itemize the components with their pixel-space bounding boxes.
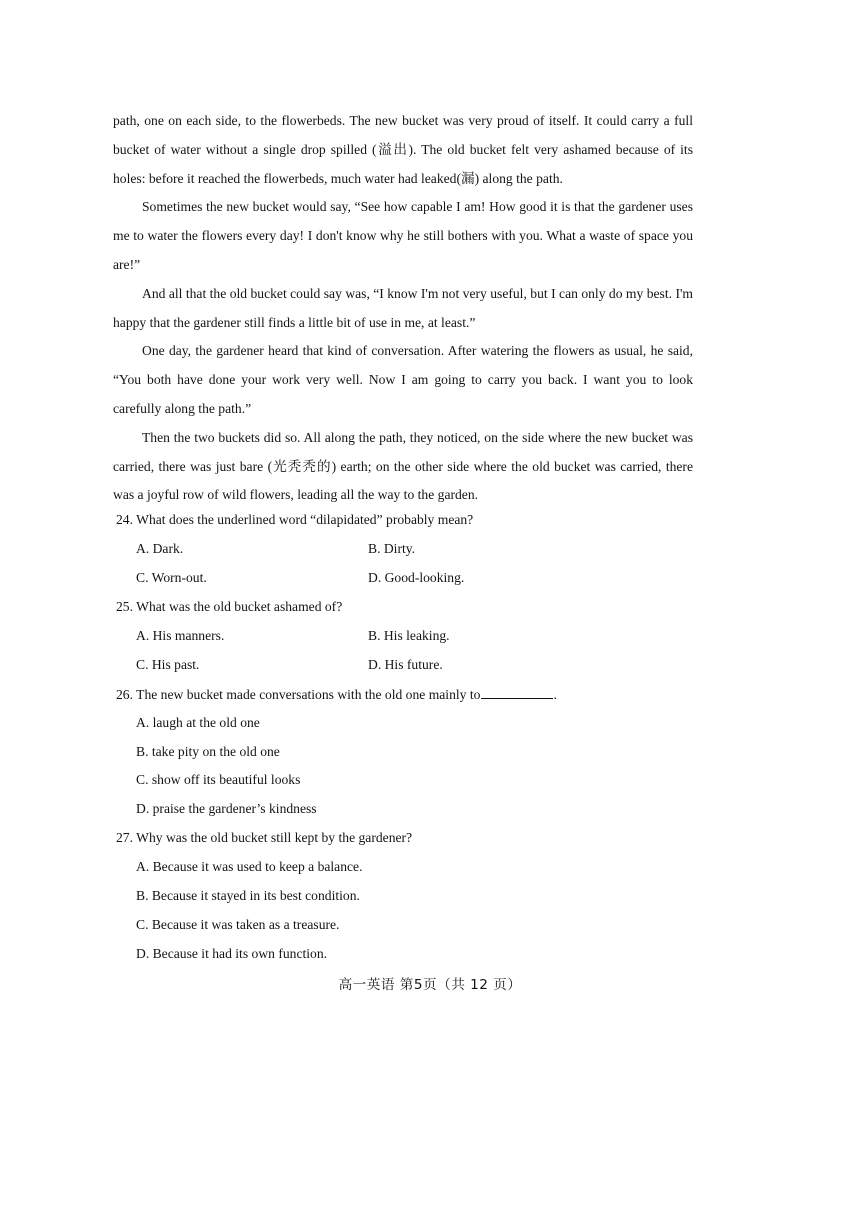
question-24-stem: 24. What does the underlined word “dilapidated” probably mean? [116, 512, 474, 527]
question-24-option-c: C. Worn-out. [136, 570, 207, 585]
question-27-option-a: A. Because it was used to keep a balance. [136, 859, 363, 874]
passage-paragraph: And all that the old bucket could say was, “I know I'm not very useful, but I can only do my best. I'm happy that the gardener still finds a little bit of use in me, at least.” [113, 285, 693, 330]
question-27-option-d: D. Because it had its own function. [136, 946, 328, 961]
question-25-option-d: D. His future. [368, 657, 443, 672]
question-25-option-c: C. His past. [136, 657, 200, 672]
blank-period: . [553, 687, 557, 702]
question-25-option-b: B. His leaking. [368, 628, 450, 643]
question-26-option-c: C. show off its beautiful looks [136, 772, 301, 787]
reading-passage [113, 107, 693, 510]
question-24-option-b: B. Dirty. [368, 541, 416, 556]
passage-paragraph: Sometimes the new bucket would say, “See how capable I am! How good it is that the gardener uses me to water the flowers every day! I don't know why he still bothers with you. What a waste of space you are!” [113, 199, 693, 272]
question-27-option-c: C. Because it was taken as a treasure. [136, 917, 340, 932]
passage-paragraph: Then the two buckets did so. All along the path, they noticed, on the side where the new bucket was carried, there was just bare (光秃秃的) earth; on the other side where the old bucket was carried, there was a joyful row of wild flowers, leading all the way to the garden. [113, 429, 693, 503]
question-25-option-a: A. His manners. [136, 628, 225, 643]
page-footer: 高一英语 第5页（共 12 页） [338, 977, 522, 993]
question-26-option-b: B. take pity on the old one [136, 744, 280, 759]
question-26-stem: 26. The new bucket made conversations with the old one mainly to [116, 687, 481, 702]
question-25-stem: 25. What was the old bucket ashamed of? [116, 599, 343, 614]
question-26-option-a: A. laugh at the old one [136, 715, 260, 730]
question-27-option-b: B. Because it stayed in its best condition. [136, 888, 360, 903]
question-27-stem: 27. Why was the old bucket still kept by the gardener? [116, 830, 413, 845]
question-24-option-a: A. Dark. [136, 541, 184, 556]
answer-blank [481, 686, 553, 699]
question-24-option-d: D. Good-looking. [368, 570, 465, 585]
passage-paragraph: path, one on each side, to the flowerbeds. The new bucket was very proud of itself. It could carry a full bucket of water without a single drop spilled (溢出). The old bucket felt very ashamed because of its holes: before it reached the flowerbeds, much water had leaked(漏) along the path. [113, 113, 693, 186]
question-26-option-d: D. praise the gardener’s kindness [136, 801, 317, 816]
passage-paragraph: One day, the gardener heard that kind of conversation. After watering the flowers as usual, he said, “You both have done your work very well. Now I am going to carry you back. I want you to look carefully along the path.” [113, 343, 693, 416]
question-26 [116, 686, 557, 703]
